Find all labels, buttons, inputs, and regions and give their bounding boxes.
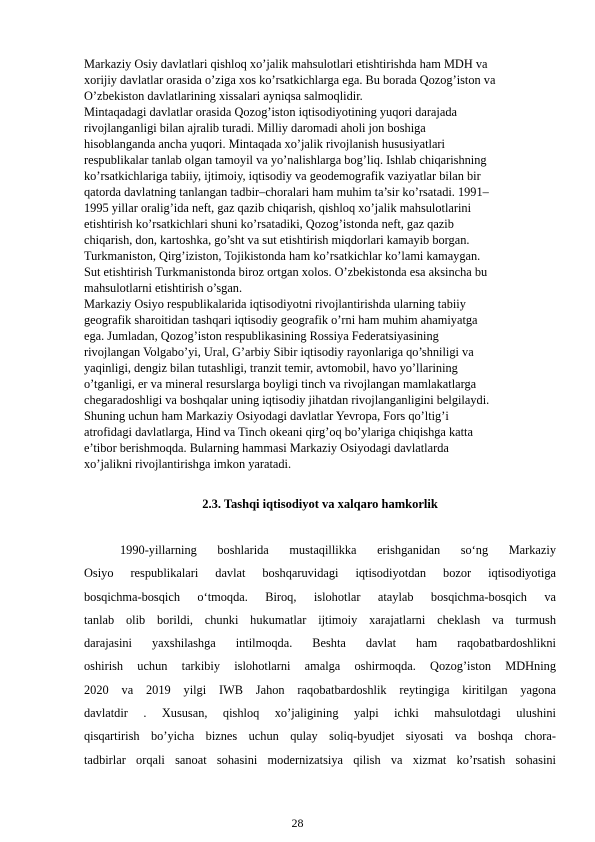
text-line: Mintaqadagi davlatlar orasida Qozog’iston iqtisodiyotining yuqori darajada: [84, 105, 457, 119]
text-line: etishtirish ko’rsatkichlari shuni ko’rsatadiki, Qozog’istonda neft, gaz qazib: [84, 217, 454, 231]
text-line: xorijiy davlatlar orasida o’ziga xos ko’rsatkichlarga ega. Bu borada Qozog’iston va: [84, 73, 496, 87]
text-line: respublikalar tanlab olgan tamoyil va yo’nalishlarga bog’liq. Ishlab chiqarishning: [84, 153, 487, 167]
text-line: o’tganligi, er va mineral resurslarga boyligi tinch va rivojlangan mamlakatlarga: [84, 377, 477, 391]
text-line: xo’jalikni rivojlantirishga imkon yaratadi.: [84, 457, 292, 471]
paragraph-line: oshirish uchun tarkibiy islohotlarni amalga oshirmoqda. Qozog’iston MDHning: [84, 659, 556, 674]
text-line: Sut etishtirish Turkmanistonda biroz ortgan xolos. O’zbekistonda esa aksincha bu: [84, 265, 488, 279]
text-line: Shuning uchun ham Markaziy Osiyodagi davlatlar Yevropa, Fors qo’ltig’i: [84, 409, 449, 423]
text-line: ega. Jumladan, Qozog’iston respublikasining Rossiya Federatsiyasining: [84, 329, 439, 343]
paragraph-line: davlatdir . Xususan, qishloq xo’jaligining yalpi ichki mahsulotdagi ulushini: [84, 706, 556, 721]
text-line: 1995 yillar oralig’ida neft, gaz qazib chiqarish, qishloq xo’jalik mahsulotlarini: [84, 201, 472, 215]
text-line: e’tibor berishmoqda. Bularning hammasi Markaziy Osiyodagi davlatlarda: [84, 441, 449, 455]
text-line: chegaradoshligi va boshqalar uning iqtisodiy jihatdan rivojlanganligini belgilaydi.: [84, 393, 490, 407]
text-line: geografik sharoitidan tashqari iqtisodiy geografik o’rni ham muhim ahamiyatga: [84, 313, 478, 327]
paragraph-line: tadbirlar orqali sanoat sohasini modernizatsiya qilish va xizmat ko’rsatish sohasini: [84, 752, 556, 767]
text-line: hisoblanganda ancha yuqori. Mintaqada xo’jalik rivojlanish hususiyatlari: [84, 137, 445, 151]
text-line: rivojlanganligi bilan ajralib turadi. Milliy daromadi aholi jon boshiga: [84, 121, 426, 135]
paragraph-line: 2020 va 2019 yilgi IWB Jahon raqobatbardoshlik reytingiga kiritilgan yagona: [84, 682, 556, 697]
text-line: qatorda davlatning tanlangan tadbir–choralari ham muhim ta’sir ko’rsatadi. 1991–: [84, 185, 489, 199]
section-heading: 2.3. Tashqi iqtisodiyot va xalqaro hamkorlik: [202, 497, 438, 511]
text-line: Markaziy Osiyo respublikalarida iqtisodiyotni rivojlantirishda ularning tabiiy: [84, 297, 466, 311]
page-number: 28: [291, 816, 304, 830]
paragraph-line: tanlab olib borildi, chunki hukumatlar ijtimoiy xarajatlarni cheklash va turmush: [84, 612, 556, 627]
text-line: Markaziy Osiy davlatlari qishloq xo’jalik mahsulotlari etishtirishda ham MDH va: [84, 57, 488, 71]
text-line: yaqinligi, dengiz bilan tutashligi, tranzit temir, avtomobil, havo yo’llarining: [84, 361, 458, 375]
text-line: ko’rsatkichlariga tabiiy, ijtimoiy, iqtisodiy va geodemografik vaziyatlar bilan bir: [84, 169, 481, 183]
text-line: Turkmaniston, Qirg’iziston, Tojikistonda ham ko’rsatkichlar ko’lami kamaygan.: [84, 249, 481, 263]
text-line: rivojlangan Volgabo’yi, Ural, G’arbiy Sibir iqtisodiy rayonlariga qo’shniligi va: [84, 345, 474, 359]
body-text-top: [84, 56, 556, 472]
paragraph-line: bosqichma-bosqich o‘tmoqda. Biroq, islohotlar ataylab bosqichma-bosqich va: [84, 589, 556, 604]
paragraph-line: darajasini yaxshilashga intilmoqda. Beshta davlat ham raqobatbardoshlikni: [84, 636, 556, 651]
paragraph-line: 1990-yillarning boshlarida mustaqillikka erishganidan so‘ng Markaziy: [120, 543, 556, 557]
text-line: chiqarish, don, kartoshka, go’sht va sut etishtirish miqdorlari kamayib borgan.: [84, 233, 470, 247]
text-line: mahsulotlarni etishtirish o’sgan.: [84, 281, 243, 295]
section-paragraph: [84, 539, 556, 772]
text-line: O’zbekiston davlatlarining xissalari ayniqsa salmoqlidir.: [84, 89, 363, 103]
text-line: atrofidagi davlatlarga, Hind va Tinch okeani qirg’oq bo’ylariga chiqishga katta: [84, 425, 473, 439]
paragraph-line: qisqartirish bo’yicha biznes uchun qulay soliq-byudjet siyosati va boshqa chora-: [84, 729, 556, 744]
paragraph-line: Osiyo respublikalari davlat boshqaruvidagi iqtisodiyotdan bozor iqtisodiyotiga: [84, 566, 556, 581]
